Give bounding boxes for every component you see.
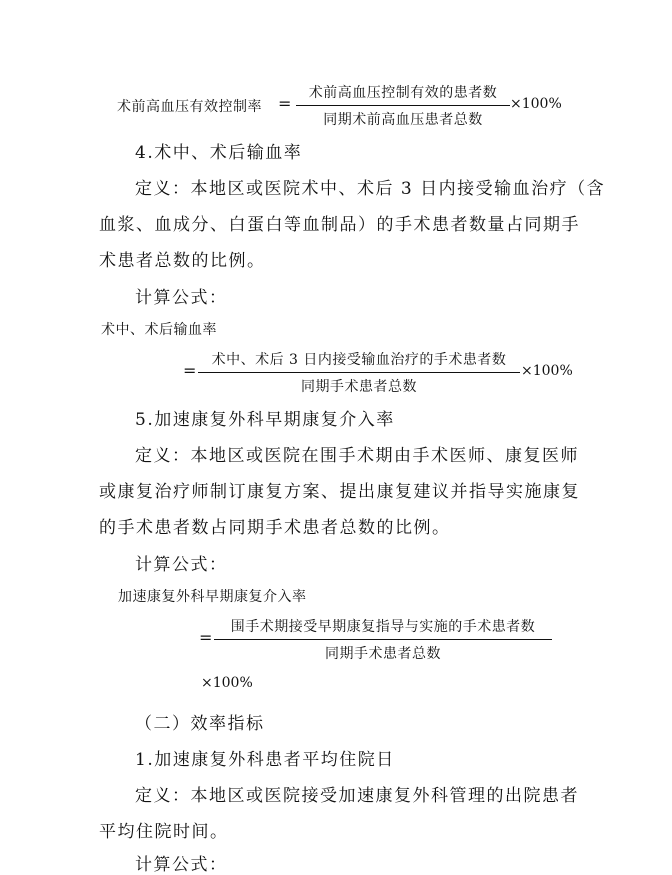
equals-sign: = xyxy=(199,628,213,647)
formula-label: 术中、术后输血率 xyxy=(101,322,217,338)
section-heading: 4.术中、术后输血率 xyxy=(135,143,303,163)
equals-sign: = xyxy=(278,94,292,113)
multiplier: ×100% xyxy=(201,675,253,691)
definition-line: 的手术患者数占同期手术患者总数的比例。 xyxy=(99,518,451,538)
fraction xyxy=(214,616,552,663)
fraction-bar xyxy=(198,372,520,373)
fraction xyxy=(296,82,510,129)
fraction-bar xyxy=(296,105,510,106)
definition-line: 术患者总数的比例。 xyxy=(99,251,266,271)
fraction-denominator: 同期手术患者总数 xyxy=(301,379,417,395)
formula-label: 术前高血压有效控制率 xyxy=(117,99,262,115)
definition-line: 定义：本地区或医院在围手术期由手术医师、康复医师 xyxy=(135,446,579,466)
fraction-numerator: 术前高血压控制有效的患者数 xyxy=(308,85,498,101)
multiplier: ×100% xyxy=(521,363,573,379)
calc-label: 计算公式： xyxy=(135,555,228,575)
fraction xyxy=(198,349,520,396)
formula-label: 加速康复外科早期康复介入率 xyxy=(118,589,307,605)
definition-line: 定义：本地区或医院术中、术后 3 日内接受输血治疗（含 xyxy=(135,179,606,199)
equals-sign: = xyxy=(183,361,197,380)
definition-line: 血浆、血成分、白蛋白等血制品）的手术患者数量占同期手 xyxy=(99,215,580,235)
section-heading: 5.加速康复外科早期康复介入率 xyxy=(135,410,395,430)
definition-line: 平均住院时间。 xyxy=(99,822,229,842)
fraction-bar xyxy=(214,639,552,640)
fraction-denominator: 同期术前高血压患者总数 xyxy=(323,112,483,128)
calc-label: 计算公式： xyxy=(135,288,228,308)
fraction-denominator: 同期手术患者总数 xyxy=(325,646,441,662)
fraction-numerator: 术中、术后 3 日内接受输血治疗的手术患者数 xyxy=(211,352,507,368)
multiplier: ×100% xyxy=(510,96,562,112)
calc-label: 计算公式： xyxy=(135,855,228,875)
section-heading: （二）效率指标 xyxy=(135,714,265,734)
definition-line: 或康复治疗师制订康复方案、提出康复建议并指导实施康复 xyxy=(99,482,580,502)
definition-line: 定义：本地区或医院接受加速康复外科管理的出院患者 xyxy=(135,786,579,806)
section-heading: 1.加速康复外科患者平均住院日 xyxy=(135,750,395,770)
fraction-numerator: 围手术期接受早期康复指导与实施的手术患者数 xyxy=(230,619,536,635)
